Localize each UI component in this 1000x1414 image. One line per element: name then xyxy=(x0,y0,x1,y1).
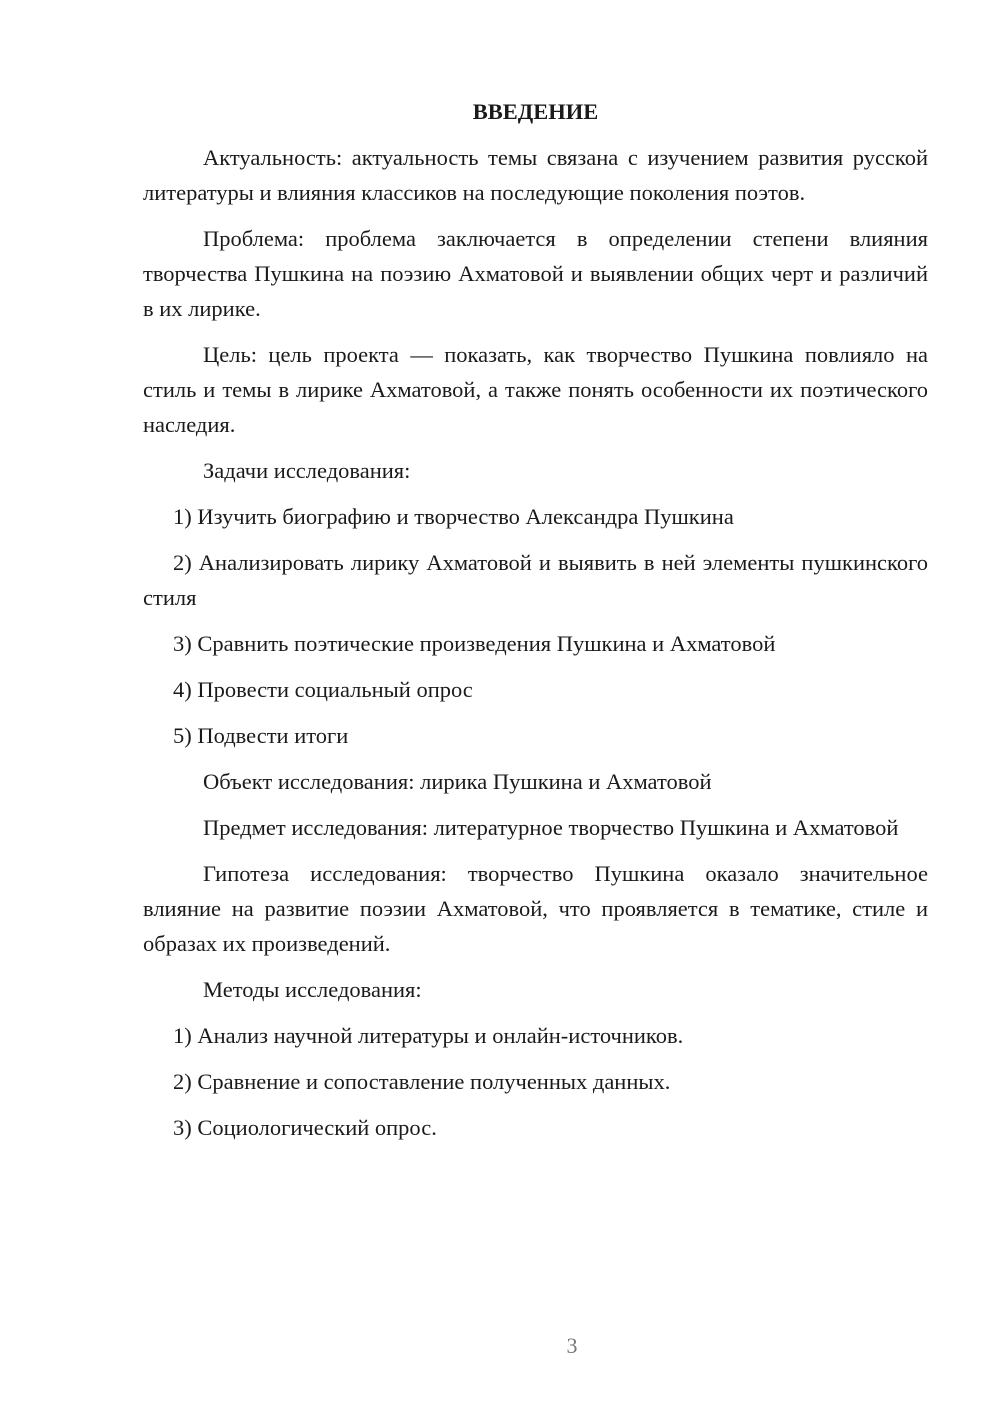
task-item: 1) Изучить биографию и творчество Александра Пушкина xyxy=(173,504,734,529)
problem-paragraph: Проблема: проблема заключается в определении степени влияния творчества Пушкина на поэзию Ахматовой и выявлении общих черт и различий в их лирике. xyxy=(143,226,928,321)
tasks-heading: Задачи исследования: xyxy=(203,458,411,483)
document-body xyxy=(143,94,928,1145)
task-item: 5) Подвести итоги xyxy=(173,723,349,748)
relevance-paragraph: Актуальность: актуальность темы связана с изучением развития русской литературы и влияния классиков на последующие поколения поэтов. xyxy=(143,145,928,205)
task-item: 4) Провести социальный опрос xyxy=(173,677,473,702)
object-paragraph: Объект исследования: лирика Пушкина и Ахматовой xyxy=(203,769,712,794)
method-item: 1) Анализ научной литературы и онлайн-источников. xyxy=(173,1023,684,1048)
task-item: 2) Анализировать лирику Ахматовой и выявить в ней элементы пушкинского стиля xyxy=(143,550,928,610)
page-number: 3 xyxy=(566,1333,578,1358)
methods-heading: Методы исследования: xyxy=(203,977,422,1002)
hypothesis-paragraph: Гипотеза исследования: творчество Пушкина оказало значительное влияние на развитие поэзии Ахматовой, что проявляется в тематике, стиле и образах их произведений. xyxy=(143,861,928,956)
method-item: 3) Социологический опрос. xyxy=(173,1115,437,1140)
section-title: ВВЕДЕНИЕ xyxy=(472,99,599,124)
task-item: 3) Сравнить поэтические произведения Пушкина и Ахматовой xyxy=(173,631,776,656)
goal-paragraph: Цель: цель проекта — показать, как творчество Пушкина повлияло на стиль и темы в лирике Ахматовой, а также понять особенности их поэтического наследия. xyxy=(143,342,928,437)
subject-paragraph: Предмет исследования: литературное творчество Пушкина и Ахматовой xyxy=(203,815,899,840)
method-item: 2) Сравнение и сопоставление полученных данных. xyxy=(173,1069,671,1094)
